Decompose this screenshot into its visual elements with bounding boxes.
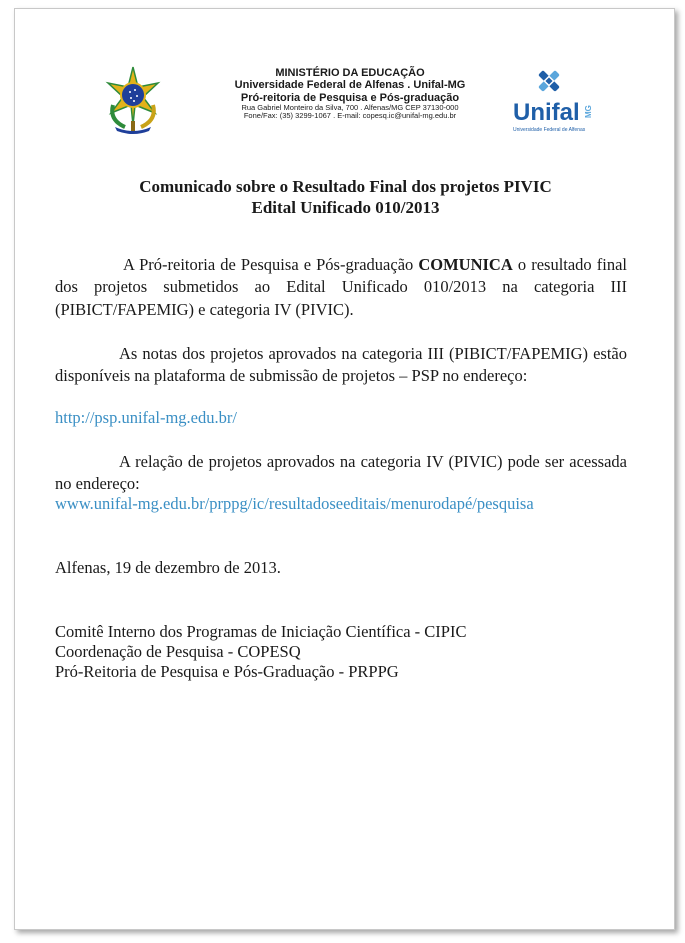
- document-title: [55, 177, 636, 218]
- signature-line-2: Coordenação de Pesquisa - COPESQ: [55, 642, 301, 662]
- unifal-logo-icon: [511, 63, 601, 143]
- header-ministry: MINISTÉRIO DA EDUCAÇÃO: [275, 67, 425, 79]
- document-date: Alfenas, 19 de dezembro de 2013.: [55, 558, 281, 577]
- signature-line-3: Pró-Reitoria de Pesquisa e Pós-Graduação - PRPPG: [55, 662, 399, 682]
- p1-text-start: A Pró-reitoria de Pesquisa e Pós-graduação: [123, 255, 419, 274]
- title-line-2: Edital Unificado 010/2013: [251, 197, 440, 217]
- header-address: Rua Gabriel Monteiro da Silva, 700 . Alfenas/MG CEP 37130-000: [241, 102, 459, 112]
- header-department: Pró-reitoria de Pesquisa e Pós-graduação: [240, 91, 460, 104]
- signature-block: [55, 622, 466, 682]
- paragraph-category-iv: A relação de projetos aprovados na categoria IV (PIVIC) pode ser acessada no endereço:: [55, 452, 627, 494]
- title-line-1: Comunicado sobre o Resultado Final dos projetos PIVIC: [139, 177, 552, 196]
- institution-header: [205, 67, 495, 121]
- document-page: [14, 8, 675, 930]
- logo-text: Unifal: [513, 99, 580, 126]
- logo-suffix: MG: [584, 105, 593, 118]
- p1-text-end: o resultado final dos projetos submetidos ao Edital Unificado 010/2013 na categoria III (PIBICT/FAPEMIG) e categoria IV (PIVIC).: [55, 255, 628, 319]
- header-contact: Fone/Fax: (35) 3299-1067 . E-mail: copesq.ic@unifal-mg.edu.br: [243, 111, 457, 121]
- header-university: Universidade Federal de Alfenas . Unifal-MG: [234, 79, 466, 92]
- p1-bold-word: COMUNICA: [418, 255, 513, 274]
- paragraph-announcement: [55, 254, 627, 321]
- results-link[interactable]: www.unifal-mg.edu.br/prppg/ic/resultadoseeditais/menurodapé/pesquisa: [55, 494, 534, 513]
- brazil-coat-of-arms-icon: [103, 65, 163, 135]
- psp-link[interactable]: http://psp.unifal-mg.edu.br/: [55, 408, 237, 427]
- logo-subtitle: Universidade Federal de Alfenas: [513, 127, 586, 133]
- signature-line-1: Comitê Interno dos Programas de Iniciação Científica - CIPIC: [55, 622, 467, 641]
- paragraph-category-iii: As notas dos projetos aprovados na categoria III (PIBICT/FAPEMIG) estão disponíveis na plataforma de submissão de projetos – PSP no endereço:: [55, 344, 627, 386]
